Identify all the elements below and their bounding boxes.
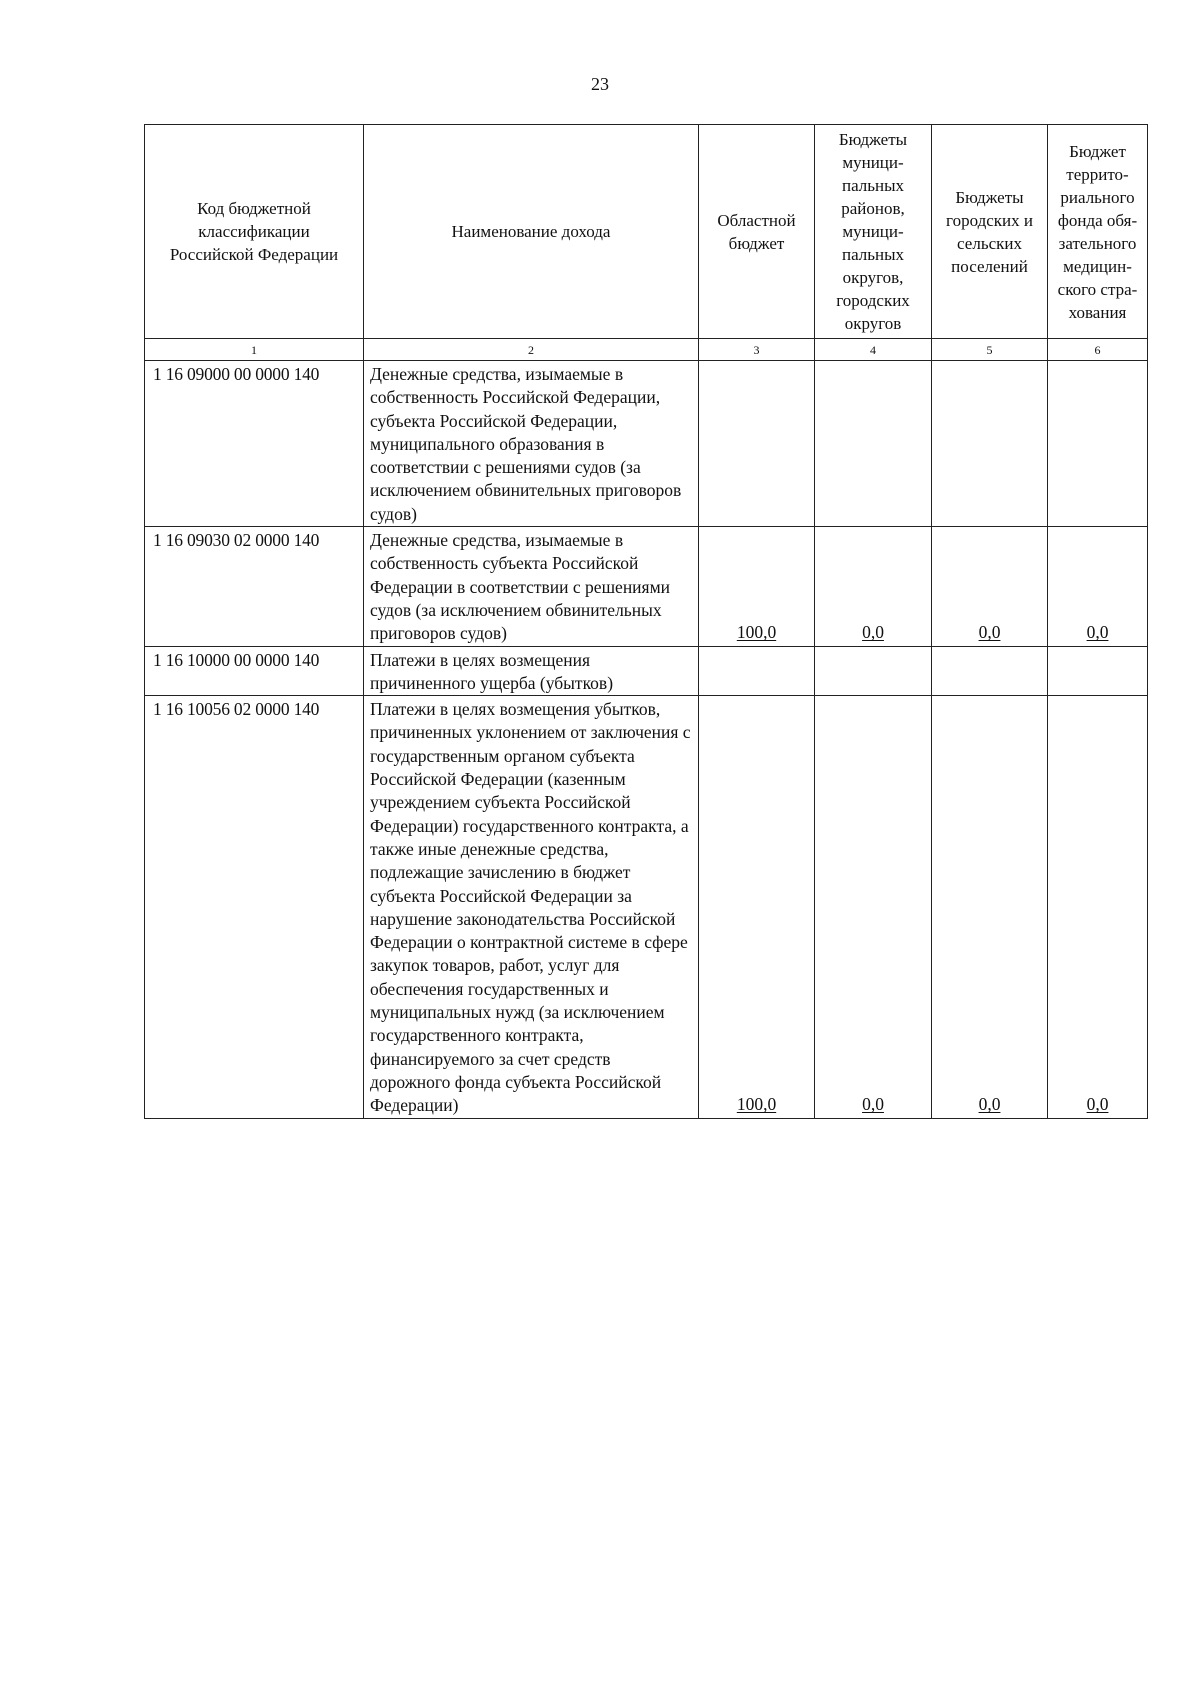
column-number: 2 (364, 339, 699, 361)
revenue-name-cell: Денежные средства, изымаемые в собственность Российской Федерации, субъекта Российской Федерации, муниципального образования в соответствии с решениями судов (за исключением обвинительных приговоров судов) (364, 361, 699, 527)
column-header-code: Код бюджетной классификации Российской Федерации (145, 125, 364, 339)
budget-code-cell: 1 16 10000 00 0000 140 (145, 646, 364, 696)
column-number: 6 (1048, 339, 1148, 361)
budget-code-cell: 1 16 09000 00 0000 140 (145, 361, 364, 527)
table-row (145, 696, 1148, 1118)
settlements-cell (932, 527, 1048, 646)
municipal-districts-cell (815, 527, 932, 646)
revenue-name-cell: Платежи в целях возмещения причиненного ущерба (убытков) (364, 646, 699, 696)
municipal-districts-cell (815, 696, 932, 1118)
column-number: 5 (932, 339, 1048, 361)
table-row (145, 361, 1148, 527)
column-header-name: Наименование дохода (364, 125, 699, 339)
column-number: 3 (699, 339, 815, 361)
municipal-districts-value: 0,0 (862, 622, 884, 643)
municipal-districts-cell (815, 646, 932, 696)
table-header-row (145, 125, 1148, 339)
revenue-name-cell: Платежи в целях возмещения убытков, причиненных уклонением от заключения с государственным органом субъекта Российской Федерации (казенным учреждением субъекта Российской Федерации) государственного контракта, а также иные денежные средства, подлежащие зачислению в бюджет субъекта Российской Федерации за нарушение законодательства Российской Федерации о контрактной системе в сфере закупок товаров, работ, услуг для обеспечения государственных и муниципальных нужд (за исключением государственного контракта, финансируемого за счет средств дорожного фонда субъекта Российской Федерации) (364, 696, 699, 1118)
tfoms-cell (1048, 527, 1148, 646)
municipal-districts-value: 0,0 (862, 1094, 884, 1115)
column-header-regional-budget: Областной бюджет (699, 125, 815, 339)
regional-budget-value: 100,0 (736, 1094, 777, 1115)
tfoms-cell (1048, 361, 1148, 527)
table-row (145, 527, 1148, 646)
tfoms-cell (1048, 696, 1148, 1118)
settlements-cell (932, 696, 1048, 1118)
column-header-municipal-districts: Бюджеты муници-пальных районов, муници-пальных округов, городских округов (815, 125, 932, 339)
column-number-row (145, 339, 1148, 361)
regional-budget-cell (699, 527, 815, 646)
regional-budget-value: 100,0 (736, 622, 777, 643)
settlements-cell (932, 646, 1048, 696)
revenue-name-cell: Денежные средства, изымаемые в собственность субъекта Российской Федерации в соответствии с решениями судов (за исключением обвинительных приговоров судов) (364, 527, 699, 646)
budget-code-cell: 1 16 10056 02 0000 140 (145, 696, 364, 1118)
table-row (145, 646, 1148, 696)
tfoms-value: 0,0 (1086, 1094, 1109, 1115)
regional-budget-cell (699, 646, 815, 696)
tfoms-cell (1048, 646, 1148, 696)
regional-budget-cell (699, 361, 815, 527)
column-number: 1 (145, 339, 364, 361)
column-number: 4 (815, 339, 932, 361)
municipal-districts-cell (815, 361, 932, 527)
column-header-settlements: Бюджеты городских и сельских поселений (932, 125, 1048, 339)
settlements-cell (932, 361, 1048, 527)
budget-revenue-table (144, 124, 1148, 1119)
column-header-tfoms: Бюджет террито-риального фонда обя-зательного медицин-ского стра-хования (1048, 125, 1148, 339)
budget-code-cell: 1 16 09030 02 0000 140 (145, 527, 364, 646)
page-number: 23 (591, 74, 609, 94)
regional-budget-cell (699, 696, 815, 1118)
tfoms-value: 0,0 (1086, 622, 1109, 643)
settlements-value: 0,0 (978, 622, 1001, 643)
settlements-value: 0,0 (978, 1094, 1001, 1115)
